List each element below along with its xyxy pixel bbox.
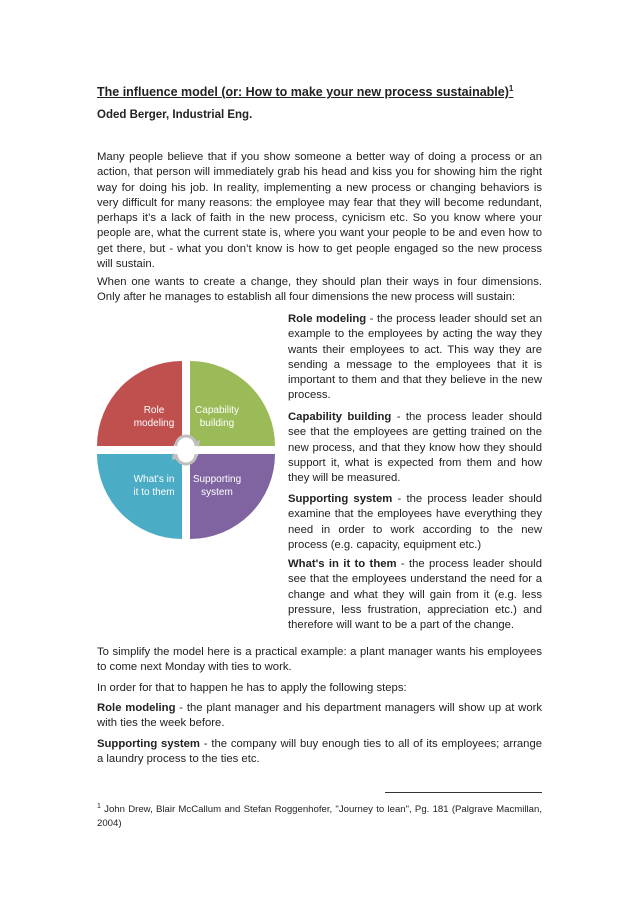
step-supporting-system: [97, 737, 542, 768]
dimension-description: - the process leader should see that the employees are getting trained on the new process, and that they know how they should support it, what is expected from them and how they will be measured.: [288, 411, 542, 485]
dimension-description: - the process leader should see that the employees understand the need for a change and what they will gain from it (e.g. less pressure, less frustration, appreciation etc.) and therefore will want to be a part of the change.: [288, 558, 542, 632]
dimension-term: Role modeling: [288, 313, 367, 325]
author-line: Oded Berger, Industrial Eng.: [97, 109, 253, 121]
document-title: [97, 84, 513, 99]
dimension-role-modeling: [288, 312, 542, 404]
step-term: Role modeling: [97, 702, 176, 714]
title-text: The influence model (or: How to make your new process sustainable): [97, 85, 509, 100]
dimension-capability-building: [288, 410, 542, 486]
footnote-separator: [385, 792, 542, 793]
dimension-supporting-system: [288, 492, 542, 553]
quadrant-label-line1: What's in: [133, 474, 175, 485]
quadrant-capability-building: [190, 361, 275, 446]
footnote-reference[interactable]: 1: [508, 84, 514, 93]
step-description: - the plant manager and his department managers will show up at work with ties the week before.: [97, 702, 543, 730]
example-paragraph: To simplify the model here is a practical example: a plant manager wants his employees to come next Monday with ties to work.: [97, 646, 542, 674]
dimension-term: Capability building: [288, 411, 392, 423]
steps-intro: In order for that to happen he has to apply the following steps:: [97, 682, 407, 694]
step-term: Supporting system: [97, 738, 200, 750]
quadrant-label-line1: Supporting: [192, 474, 242, 485]
quadrant-label-line2: modeling: [133, 418, 175, 429]
step-role-modeling: [97, 701, 542, 732]
dimensions-paragraph: When one wants to create a change, they should plan their ways in four dimensions. Only after he manages to establish all four dimensions the new process will sustain:: [97, 276, 542, 304]
dimension-description: - the process leader should set an example to the employees by acting the way they wants their employees to act. This way they are sending a message to the employees that it is important to them and that they believe in the new process.: [288, 313, 542, 402]
footnote: [97, 800, 542, 831]
quadrant-role-modeling: [97, 361, 182, 446]
circular-arrows-icon: [172, 436, 200, 464]
step-description: - the company will buy enough ties to all of its employees; arrange a laundry process to the ties etc.: [97, 738, 543, 766]
quadrant-shape: [190, 361, 275, 446]
influence-model-diagram: [96, 356, 276, 546]
quadrant-label-line2: it to them: [133, 487, 175, 498]
quadrant-label-line1: Capability: [195, 405, 239, 416]
quadrant-shape: [97, 361, 182, 446]
dimension-whats-in-it: [288, 557, 542, 633]
quadrant-label-line2: system: [201, 487, 233, 498]
quadrant-label-line1: Role: [143, 405, 165, 416]
footnote-text: John Drew, Blair McCallum and Stefan Roggenhofer, "Journey to lean", Pg. 181 (Palgrave Macmillan, 2004): [97, 804, 542, 830]
dimension-term: Supporting system: [288, 493, 393, 505]
quadrant-supporting-system: [190, 454, 275, 539]
dimension-term: What's in it to them: [288, 558, 397, 570]
dimension-description: - the process leader should examine that the employees have everything they need in order to work according to the new process (e.g. capacity, equipment etc.): [288, 493, 542, 551]
footnote-mark: 1: [97, 803, 101, 810]
quadrant-whats-in-it-to-them: [97, 454, 182, 539]
intro-paragraph: Many people believe that if you show someone a better way of doing a process or an action, that person will immediately grab his head and kiss you for showing him the right way for doing his job. In reality, implementing a new process or changing behaviors is very difficult for many reasons: the employee may fear that they will become redundant, perhaps it’s a lack of faith in the new process, cynicism etc. So you know where your people are, what the current state is, where you want your people to be and even how to get there, but - what you don’t know is how to get people engaged so the new process will sustain.: [97, 151, 542, 271]
quadrant-label-line2: building: [199, 418, 235, 429]
